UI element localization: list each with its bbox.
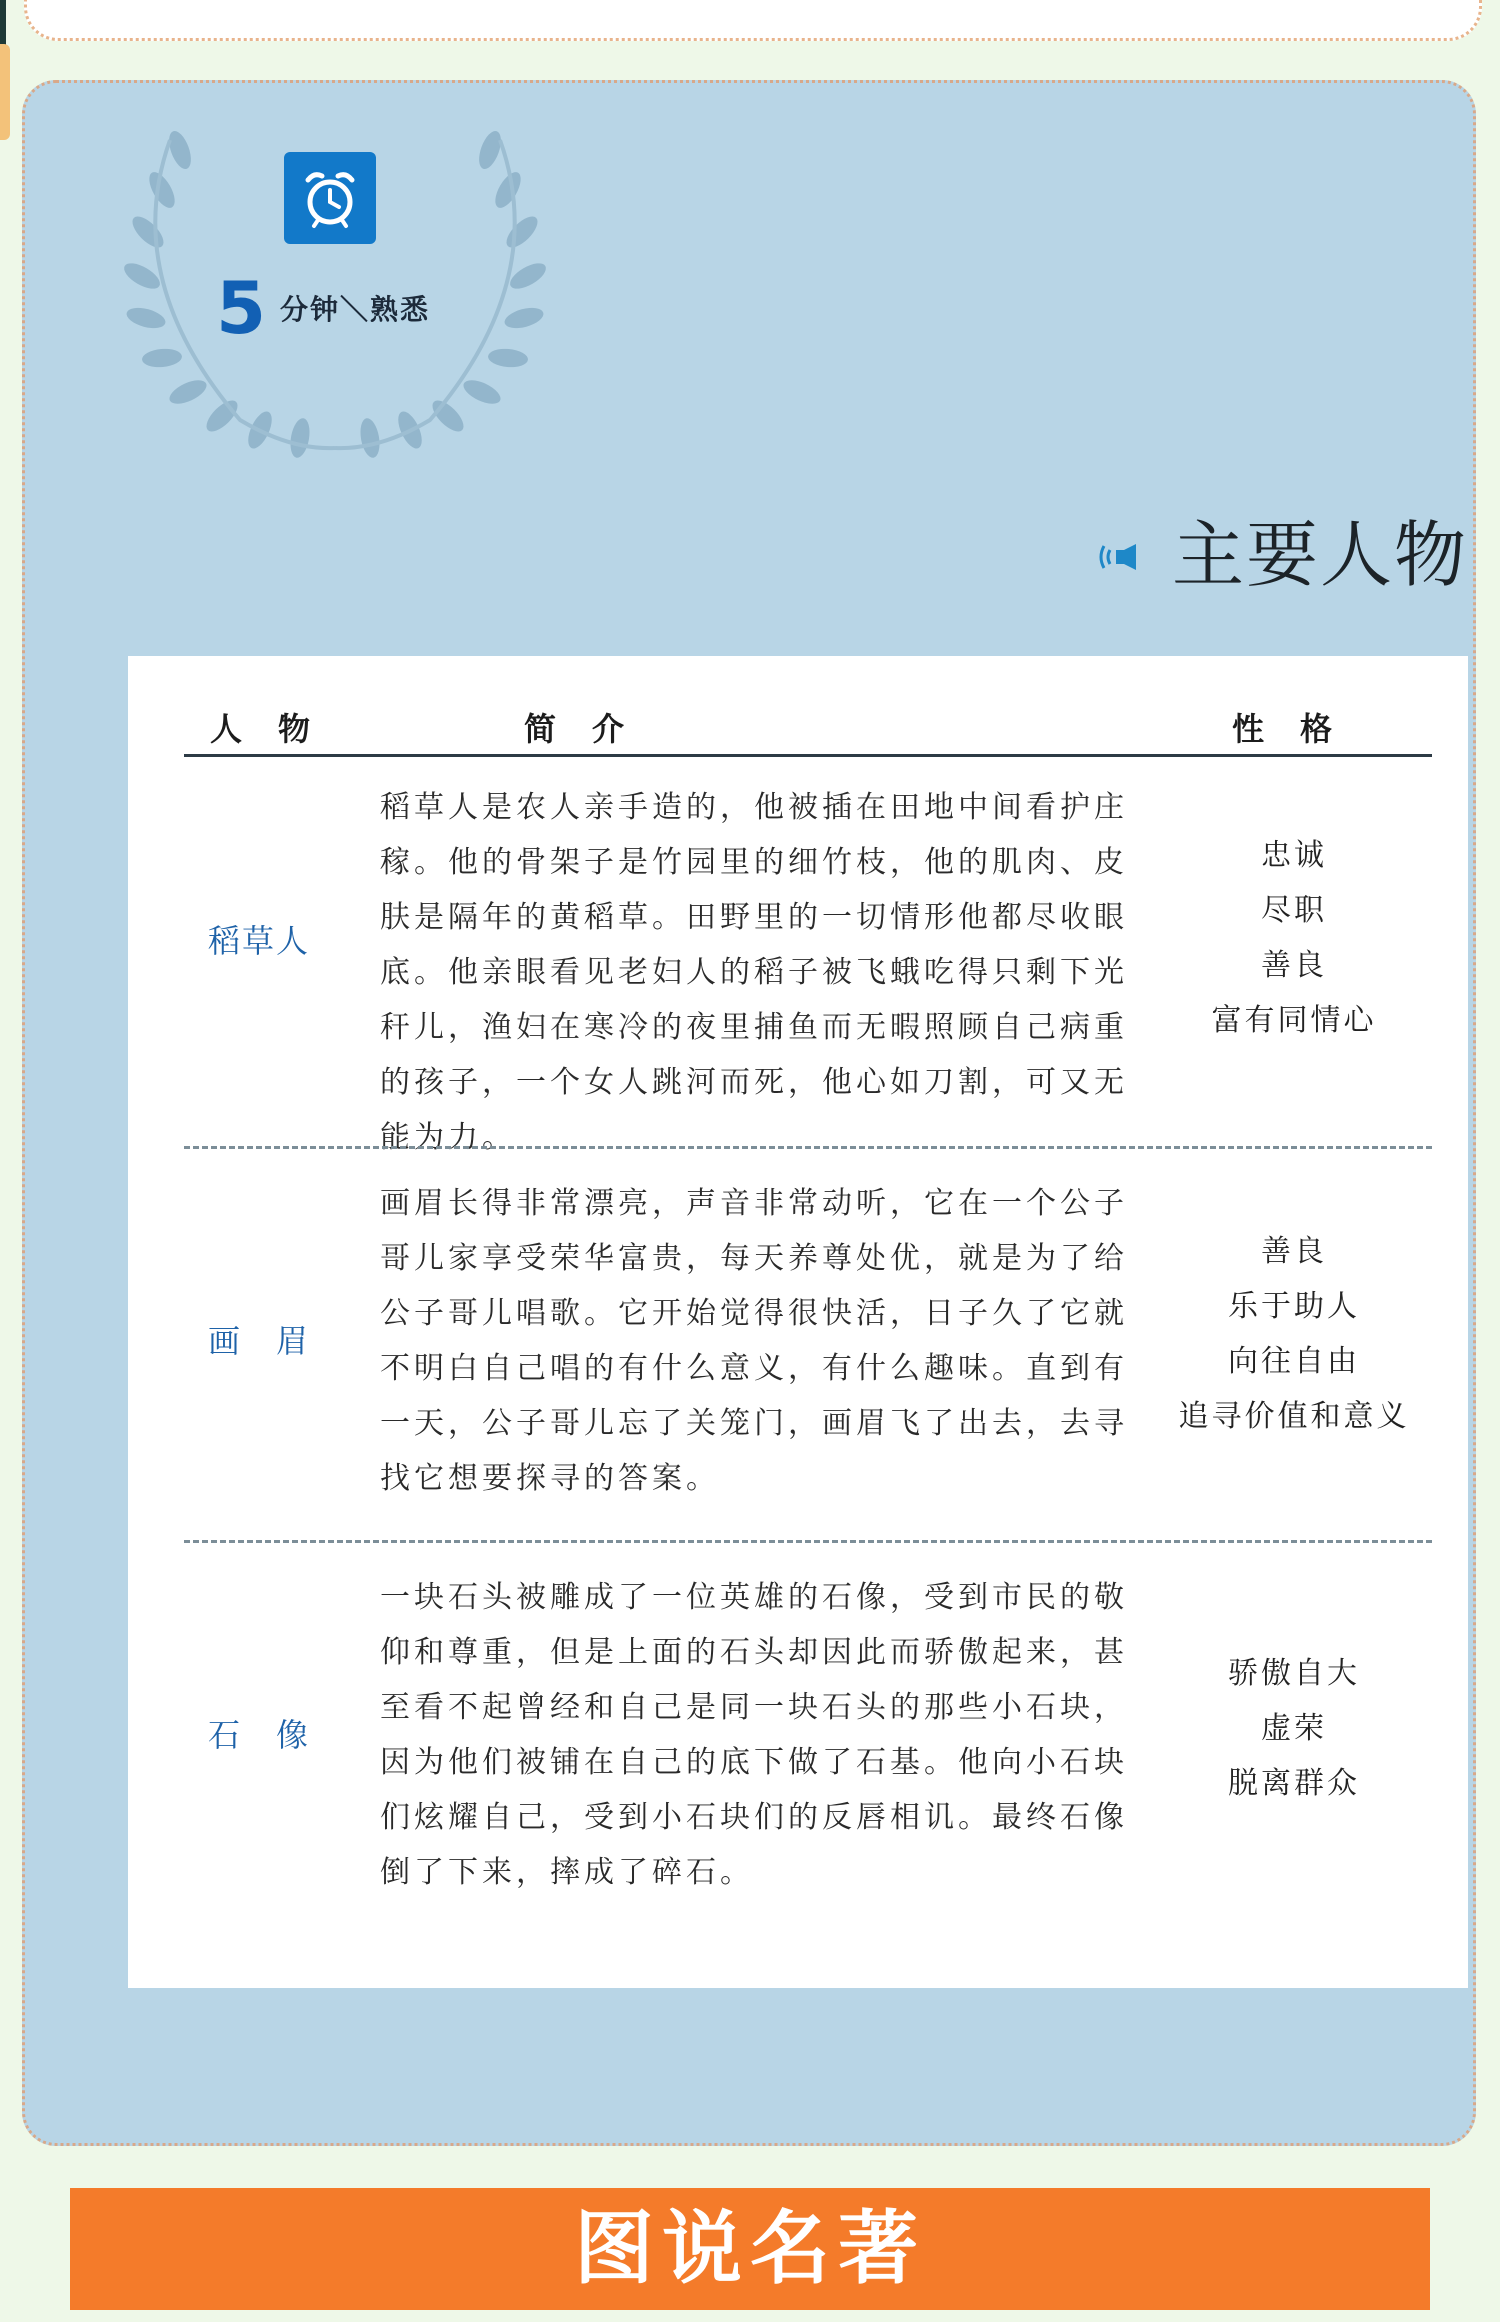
header-character: 人 物 <box>210 710 313 748</box>
character-name: 稻草人 <box>208 922 311 960</box>
speaker-icon <box>1096 540 1142 574</box>
table-header <box>184 704 1432 752</box>
edge-accent <box>0 44 10 140</box>
header-personality: 性 格 <box>1232 710 1335 748</box>
character-traits <box>1144 828 1444 1048</box>
trait: 善良 <box>1261 948 1327 983</box>
character-traits <box>1144 1224 1444 1444</box>
badge-minutes: 5 <box>216 266 267 350</box>
character-traits <box>1144 1646 1444 1811</box>
character-name: 画 眉 <box>208 1322 311 1360</box>
section-title: 主要人物 <box>1172 513 1469 597</box>
row-divider <box>184 1146 1432 1149</box>
character-description: 稻草人是农人亲手造的，他被插在田地中间看护庄稼。他的骨架子是竹园里的细竹枝，他的肌肉、皮肤是隔年的黄稻草。田野里的一切情形他都尽收眼底。他亲眼看见老妇人的稻子被飞蛾吃得只剩下光秆儿，渔妇在寒冷的夜里捕鱼而无暇照顾自己病重的孩子，一个女人跳河而死，他心如刀割，可又无能为力。 <box>380 790 1128 1155</box>
table-row <box>184 1176 1432 1506</box>
row-divider <box>184 1540 1432 1543</box>
footer-banner <box>70 2188 1430 2310</box>
character-description: 一块石头被雕成了一位英雄的石像，受到市民的敬仰和尊重，但是上面的石头却因此而骄傲起来，甚至看不起曾经和自己是同一块石头的那些小石块，因为他们被铺在自己的底下做了石基。他向小石块们炫耀自己，受到小石块们的反唇相讥。最终石像倒了下来，摔成了碎石。 <box>380 1580 1128 1890</box>
section-header <box>1096 510 1476 600</box>
previous-card-edge <box>24 0 1482 41</box>
table-row <box>184 780 1432 1155</box>
trait: 富有同情心 <box>1211 1003 1377 1038</box>
trait: 善良 <box>1261 1234 1327 1269</box>
trait: 忠诚 <box>1261 838 1327 873</box>
character-name: 石 像 <box>208 1716 311 1754</box>
header-intro: 简 介 <box>524 710 627 748</box>
alarm-clock-icon <box>284 152 376 244</box>
trait: 追寻价值和意义 <box>1178 1399 1410 1434</box>
trait: 乐于助人 <box>1228 1289 1360 1324</box>
trait: 尽职 <box>1261 893 1327 928</box>
time-badge <box>110 110 560 470</box>
characters-table <box>128 656 1468 1988</box>
header-rule <box>184 754 1432 757</box>
trait: 骄傲自大 <box>1228 1656 1360 1691</box>
trait: 向往自由 <box>1228 1344 1360 1379</box>
badge-label: 分钟＼熟悉 <box>280 293 431 326</box>
trait: 虚荣 <box>1261 1711 1327 1746</box>
footer-title: 图说名著 <box>574 2202 926 2295</box>
character-description: 画眉长得非常漂亮，声音非常动听，它在一个公子哥儿家享受荣华富贵，每天养尊处优，就是为了给公子哥儿唱歌。它开始觉得很快活，日子久了它就不明白自己唱的有什么意义，有什么趣味。直到有一天，公子哥儿忘了关笼门，画眉飞了出去，去寻找它想要探寻的答案。 <box>380 1186 1128 1496</box>
table-row <box>184 1570 1432 1910</box>
trait: 脱离群众 <box>1228 1766 1360 1801</box>
